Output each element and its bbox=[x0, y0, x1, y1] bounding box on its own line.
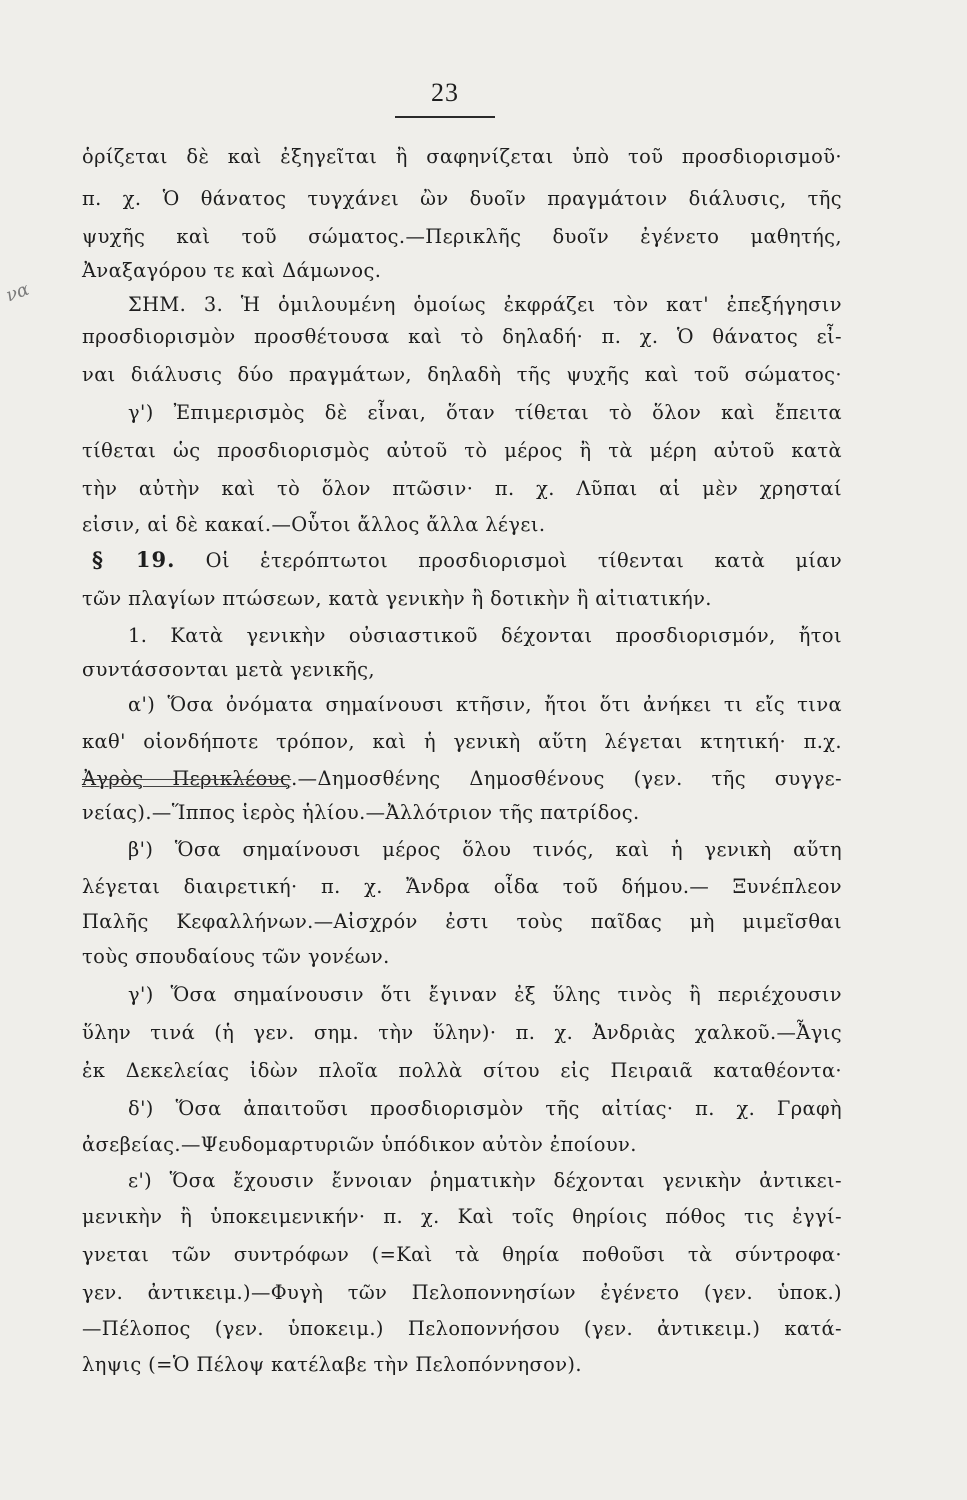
text-line: —Πέλοπος (γεν. ὑποκειμ.) Πελοποννήσου (γεν. ἀντικειμ.) κατά- bbox=[82, 1317, 842, 1340]
section-text: Οἱ ἑτερόπτωτοι προσδιορισμοὶ τίθενται κατὰ μίαν bbox=[175, 549, 843, 572]
text-line: ναι διάλυσις δύο πραγμάτων, δηλαδὴ τῆς ψυχῆς καὶ τοῦ σώματος· bbox=[82, 363, 842, 386]
text-line: εἰσιν, αἱ δὲ κακαί.—Οὗτοι ἄλλος ἄλλα λέγει. bbox=[82, 513, 546, 536]
text-line: ε') Ὅσα ἔχουσιν ἔννοιαν ῥηματικὴν δέχονται γενικὴν ἀντικει- bbox=[128, 1169, 842, 1192]
text-line: ἐκ Δεκελείας ἰδὼν πλοῖα πολλὰ σίτου εἰς Πειραιᾶ καταθέοντα· bbox=[82, 1059, 842, 1082]
text-line: γ') Ἐπιμερισμὸς δὲ εἶναι, ὅταν τίθεται τὸ ὅλον καὶ ἔπειτα bbox=[128, 401, 842, 424]
margin-handwritten-note: να bbox=[3, 278, 33, 307]
text-line: 1. Κατὰ γενικὴν οὐσιαστικοῦ δέχονται προσδιορισμόν, ἤτοι bbox=[128, 624, 842, 647]
text-line: τῶν πλαγίων πτώσεων, κατὰ γενικὴν ἢ δοτικὴν ἢ αἰτιατικήν. bbox=[82, 587, 712, 610]
line-rest: .—Δημοσθένης Δημοσθένους (γεν. τῆς συγγε- bbox=[291, 767, 842, 790]
text-line: λέγεται διαιρετική· π. χ. Ἄνδρα οἶδα τοῦ δήμου.— Ξυνέπλεον bbox=[82, 875, 842, 898]
text-line: ψυχῆς καὶ τοῦ σώματος.—Περικλῆς δυοῖν ἐγένετο μαθητής, bbox=[82, 225, 842, 248]
text-line: δ') Ὅσα ἀπαιτοῦσι προσδιορισμὸν τῆς αἰτίας· π. χ. Γραφὴ bbox=[128, 1097, 842, 1120]
struck-phrase: Ἀγρὸς Περικλέους bbox=[82, 767, 292, 790]
section-heading-line bbox=[92, 545, 842, 575]
text-line: ΣΗΜ. 3. Ἡ ὁμιλουμένη ὁμοίως ἐκφράζει τὸν κατ' ἐπεξήγησιν bbox=[128, 293, 842, 316]
text-line: ἀσεβείας.—Ψευδομαρτυριῶν ὑπόδικον αὐτὸν ἐποίουν. bbox=[82, 1133, 637, 1156]
text-line: γνεται τῶν συντρόφων (=Καὶ τὰ θηρία ποθοῦσι τὰ σύντροφα· bbox=[82, 1243, 842, 1266]
section-number: § 19. bbox=[92, 547, 176, 572]
page-number-rule bbox=[395, 116, 495, 118]
text-line: α') Ὅσα ὀνόματα σημαίνουσι κτῆσιν, ἤτοι ὅτι ἀνήκει τι εἴς τινα bbox=[128, 693, 842, 716]
text-line: προσδιορισμὸν προσθέτουσα καὶ τὸ δηλαδή· π. χ. Ὁ θάνατος εἶ- bbox=[82, 325, 842, 348]
text-line: τοὺς σπουδαίους τῶν γονέων. bbox=[82, 945, 390, 968]
text-line: τὴν αὐτὴν καὶ τὸ ὅλον πτῶσιν· π. χ. Λῦπαι αἱ μὲν χρησταί bbox=[82, 477, 842, 500]
text-line: β') Ὅσα σημαίνουσι μέρος ὅλου τινός, καὶ ἡ γενικὴ αὕτη bbox=[128, 838, 842, 861]
text-line: ληψις (=Ὁ Πέλοψ κατέλαβε τὴν Πελοπόννησον). bbox=[82, 1353, 582, 1376]
text-line: νείας).—Ἵππος ἱερὸς ἡλίου.—Ἀλλότριον τῆς πατρίδος. bbox=[82, 801, 640, 824]
text-line: Παλῆς Κεφαλλήνων.—Αἰσχρόν ἐστι τοὺς παῖδας μὴ μιμεῖσθαι bbox=[82, 910, 842, 933]
page-number: 23 bbox=[431, 78, 459, 107]
text-line: καθ' οἱονδήποτε τρόπον, καὶ ἡ γενικὴ αὕτη λέγεται κτητική· π.χ. bbox=[82, 730, 842, 753]
text-line: μενικὴν ἢ ὑποκειμενικήν· π. χ. Καὶ τοῖς θηρίοις πόθος τις ἐγγί- bbox=[82, 1205, 842, 1228]
text-line: ὕλην τινά (ἡ γεν. σημ. τὴν ὕλην)· π. χ. Ἀνδριὰς χαλκοῦ.—Ἆγις bbox=[82, 1021, 842, 1044]
text-line bbox=[82, 764, 842, 794]
text-line: γ') Ὅσα σημαίνουσιν ὅτι ἔγιναν ἐξ ὕλης τινὸς ἢ περιέχουσιν bbox=[128, 983, 842, 1006]
text-line: γεν. ἀντικειμ.)—Φυγὴ τῶν Πελοποννησίων ἐγένετο (γεν. ὑποκ.) bbox=[82, 1281, 842, 1304]
text-line: συντάσσονται μετὰ γενικῆς, bbox=[82, 658, 375, 681]
text-line: π. χ. Ὁ θάνατος τυγχάνει ὢν δυοῖν πραγμάτοιν διάλυσις, τῆς bbox=[82, 187, 842, 210]
text-line: Ἀναξαγόρου τε καὶ Δάμωνος. bbox=[82, 259, 382, 282]
text-line: τίθεται ὡς προσδιορισμὸς αὐτοῦ τὸ μέρος ἢ τὰ μέρη αὐτοῦ κατὰ bbox=[82, 439, 842, 462]
text-line: ὁρίζεται δὲ καὶ ἐξηγεῖται ἢ σαφηνίζεται ὑπὸ τοῦ προσδιορισμοῦ· bbox=[82, 145, 842, 168]
